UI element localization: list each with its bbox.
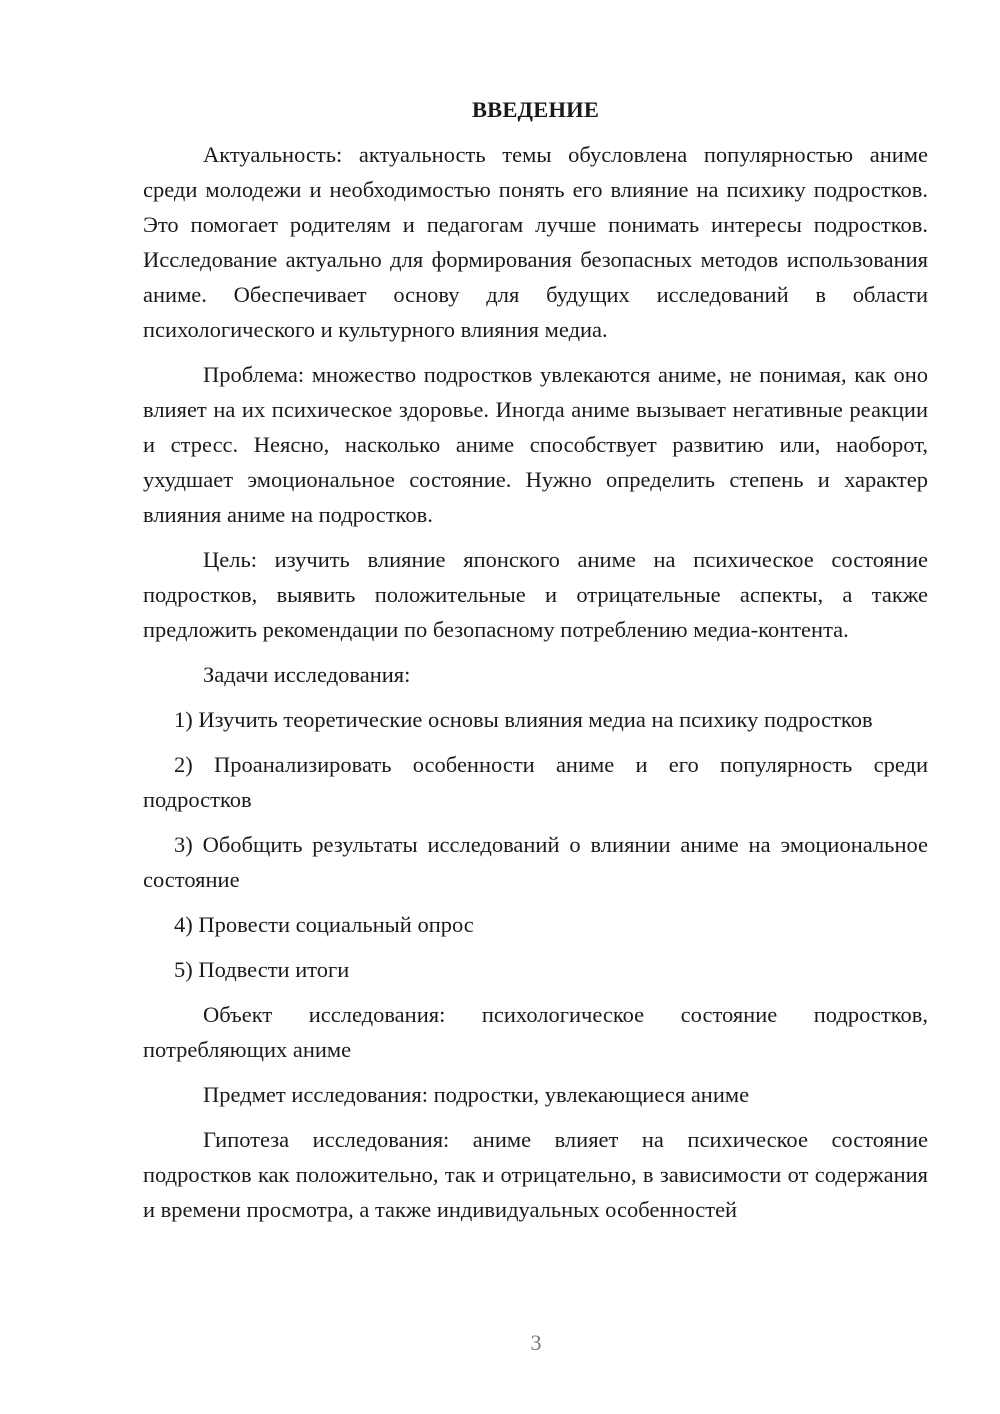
document-body [143,92,928,1237]
section-title: ВВЕДЕНИЕ [471,97,600,122]
tasks-heading: Задачи исследования: [203,662,411,687]
relevance-paragraph: Актуальность: актуальность темы обусловлена популярностью аниме среди молодежи и необходимостью понять его влияние на психику подростков. Это помогает родителям и педагогам лучше понимать интересы подростков. Исследование актуально для формирования безопасных методов использования аниме. Обеспечивает основу для будущих исследований в области психологического и культурного влияния медиа. [143,142,928,342]
task-item-1: 1) Изучить теоретические основы влияния медиа на психику подростков [174,707,873,732]
page-number: 3 [530,1330,542,1355]
subject-paragraph: Предмет исследования: подростки, увлекающиеся аниме [203,1082,750,1107]
task-item-5: 5) Подвести итоги [174,957,350,982]
task-item-2: 2) Проанализировать особенности аниме и его популярность среди подростков [143,752,928,812]
problem-paragraph: Проблема: множество подростков увлекаются аниме, не понимая, как оно влияет на их психическое здоровье. Иногда аниме вызывает негативные реакции и стресс. Неясно, насколько аниме способствует развитию или, наоборот, ухудшает эмоциональное состояние. Нужно определить степень и характер влияния аниме на подростков. [143,362,928,527]
task-item-3: 3) Обобщить результаты исследований о влиянии аниме на эмоциональное состояние [143,832,928,892]
goal-paragraph: Цель: изучить влияние японского аниме на психическое состояние подростков, выявить положительные и отрицательные аспекты, а также предложить рекомендации по безопасному потреблению медиа-контента. [143,547,928,642]
task-item-4: 4) Провести социальный опрос [174,912,474,937]
hypothesis-paragraph: Гипотеза исследования: аниме влияет на психическое состояние подростков как положительно, так и отрицательно, в зависимости от содержания и времени просмотра, а также индивидуальных особенностей [143,1127,928,1222]
object-paragraph: Объект исследования: психологическое состояние подростков, потребляющих аниме [143,1002,928,1062]
